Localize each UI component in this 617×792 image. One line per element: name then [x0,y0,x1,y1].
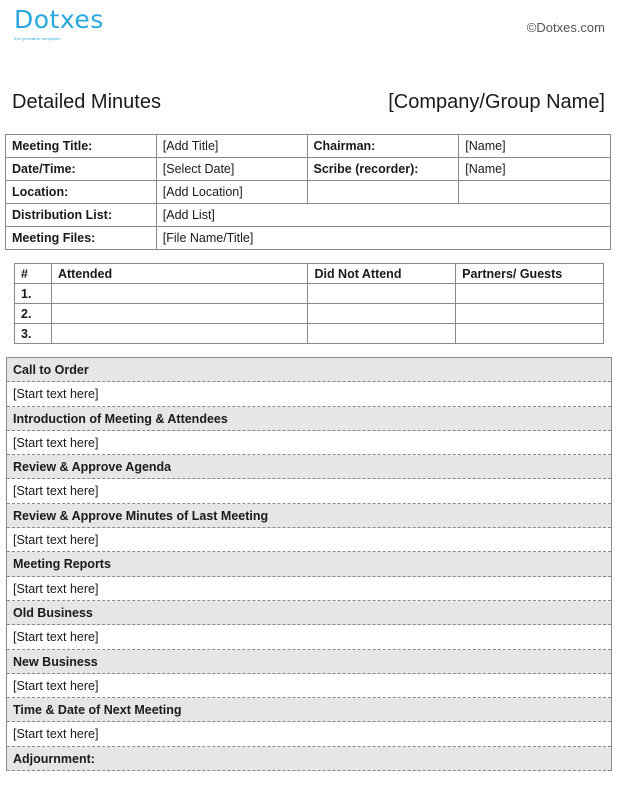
empty-cell[interactable] [459,181,611,204]
table-row [15,324,604,344]
section-heading-review-agenda: Review & Approve Agenda [7,455,611,479]
table-row [6,181,611,204]
section-heading-new-business: New Business [7,650,611,674]
scribe-label: Scribe (recorder): [307,158,459,181]
location-field[interactable]: [Add Location] [156,181,307,204]
column-header-attended: Attended [51,264,307,284]
table-row [6,204,611,227]
distribution-label: Distribution List: [6,204,157,227]
table-row [15,284,604,304]
table-row [6,135,611,158]
row-number: 3. [15,324,52,344]
section-heading-next-meeting: Time & Date of Next Meeting [7,698,611,722]
section-heading-old-business: Old Business [7,601,611,625]
dotxes-logo [14,6,104,41]
section-heading-call-to-order: Call to Order [7,358,611,382]
section-heading-adjournment: Adjournment: [7,747,611,771]
section-text-field[interactable]: [Start text here] [7,625,611,649]
meeting-files-label: Meeting Files: [6,227,157,250]
attendance-table [14,263,604,344]
document-title[interactable]: Detailed Minutes [12,91,161,113]
section-text-field[interactable]: [Start text here] [7,528,611,552]
attended-cell[interactable] [51,304,307,324]
datetime-field[interactable]: [Select Date] [156,158,307,181]
datetime-label: Date/Time: [6,158,157,181]
row-number: 2. [15,304,52,324]
partners-guests-cell[interactable] [456,284,604,304]
section-text-field[interactable]: [Start text here] [7,722,611,746]
scribe-field[interactable]: [Name] [459,158,611,181]
row-number: 1. [15,284,52,304]
meeting-info-table [5,134,611,250]
table-row [6,227,611,250]
table-row [15,304,604,324]
partners-guests-cell[interactable] [456,324,604,344]
section-text-field[interactable]: [Start text here] [7,577,611,601]
section-text-field[interactable]: [Start text here] [7,479,611,503]
logo-text: Dotxes [14,5,104,34]
section-heading-review-minutes: Review & Approve Minutes of Last Meeting [7,504,611,528]
section-text-field[interactable]: [Start text here] [7,382,611,406]
meeting-title-label: Meeting Title: [6,135,157,158]
meeting-files-field[interactable]: [File Name/Title] [156,227,610,250]
company-name-field[interactable]: [Company/Group Name] [388,91,605,113]
section-text-field[interactable]: [Start text here] [7,431,611,455]
distribution-field[interactable]: [Add List] [156,204,610,227]
location-label: Location: [6,181,157,204]
chairman-field[interactable]: [Name] [459,135,611,158]
attended-cell[interactable] [51,284,307,304]
chairman-label: Chairman: [307,135,459,158]
section-text-field[interactable]: [Start text here] [7,674,611,698]
partners-guests-cell[interactable] [456,304,604,324]
column-header-partners-guests: Partners/ Guests [456,264,604,284]
did-not-attend-cell[interactable] [308,304,456,324]
copyright-text: ©Dotxes.com [526,20,605,35]
did-not-attend-cell[interactable] [308,284,456,304]
section-heading-meeting-reports: Meeting Reports [7,552,611,576]
section-heading-introduction: Introduction of Meeting & Attendees [7,407,611,431]
meeting-title-field[interactable]: [Add Title] [156,135,307,158]
logo-tagline: free printable templates [14,36,61,41]
table-header-row [15,264,604,284]
column-header-number: # [15,264,52,284]
attended-cell[interactable] [51,324,307,344]
agenda-sections [6,357,612,771]
empty-cell[interactable] [307,181,459,204]
did-not-attend-cell[interactable] [308,324,456,344]
column-header-did-not-attend: Did Not Attend [308,264,456,284]
table-row [6,158,611,181]
